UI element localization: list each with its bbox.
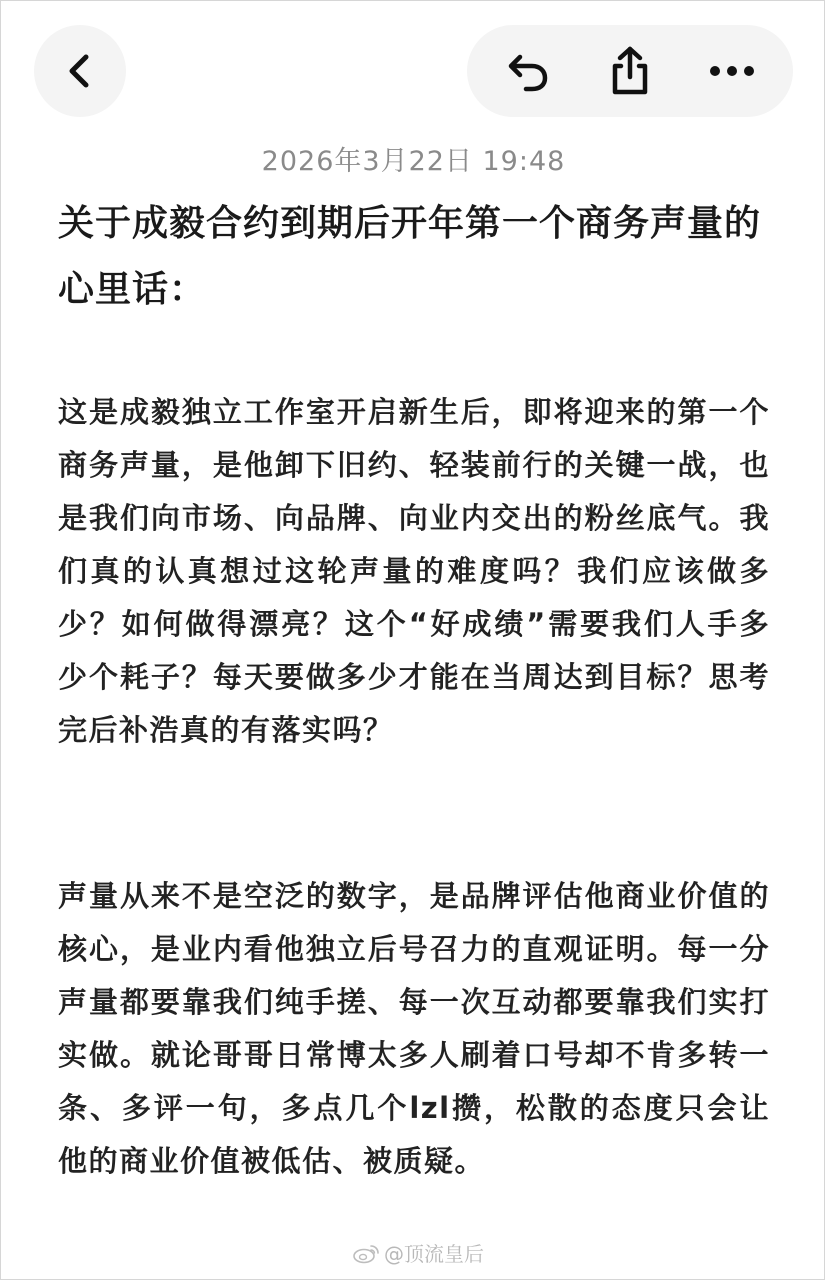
reply-button[interactable] [488, 31, 568, 111]
weibo-logo-icon [352, 1242, 380, 1264]
back-button[interactable] [34, 25, 126, 117]
watermark-text: @顶流皇后 [384, 1242, 484, 1266]
more-horizontal-icon [708, 64, 756, 78]
post-paragraph: 这是成毅独立工作室开启新生后，即将迎来的第一个商务声量，是他卸下旧约、轻装前行的关键一战，也是我们向市场、向品牌、向业内交出的粉丝底气。我们真的认真想过这轮声量的难度吗？我们应该做多少？如何做得漂亮？这个“好成绩”需要我们人手多少个耗子？每天要做多少才能在当周达到目标？思考完后补浩真的有落实吗？ [58, 395, 770, 747]
share-upload-icon [606, 45, 654, 97]
share-button[interactable] [590, 31, 670, 111]
chevron-left-icon [60, 51, 100, 91]
action-bar [467, 25, 793, 117]
more-button[interactable] [692, 31, 772, 111]
post-paragraph: 声量从来不是空泛的数字，是品牌评估他商业价值的核心，是业内看他独立后号召力的直观证明。每一分声量都要靠我们纯手搓、每一次互动都要靠我们实打实做。就论哥哥日常博太多人刷着口号却不肯多转一条、多评一句，多点几个lzl攒，松散的态度只会让他的商业价值被低估、被质疑。 [58, 879, 770, 1178]
post-title: 关于成毅合约到期后开年第一个商务声量的心里话： [58, 203, 762, 310]
undo-arrow-icon [504, 47, 552, 95]
weibo-watermark [352, 1238, 484, 1267]
post-date: 2026年3月22日 19:48 [261, 146, 566, 177]
